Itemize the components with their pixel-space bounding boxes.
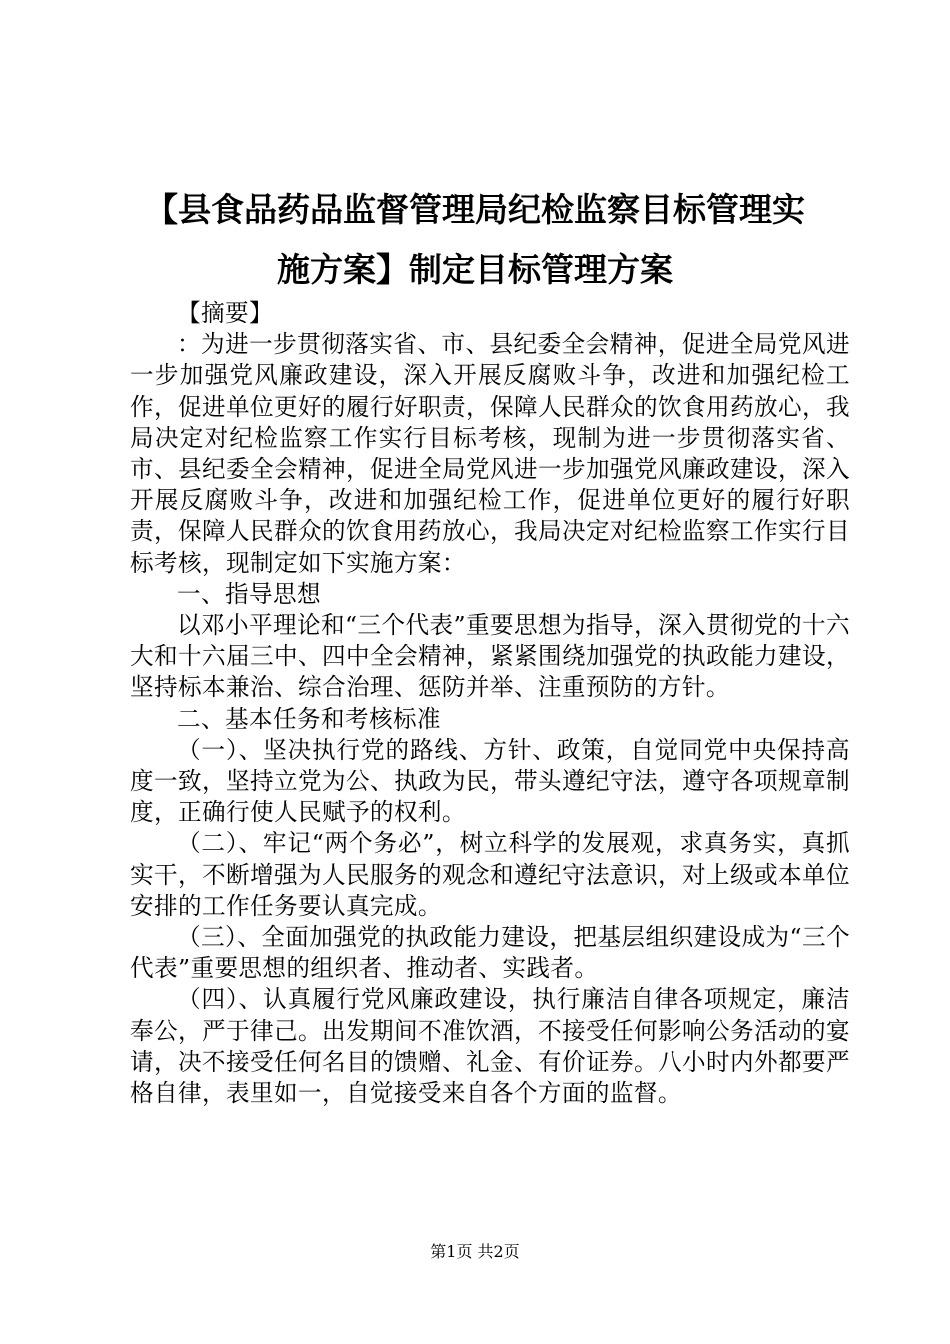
paragraph-task-4: （四）、认真履行党风廉政建设，执行廉洁自律各项规定，廉洁奉公，严于律己。出发期间不准饮酒，不接受任何影响公务活动的宴请，决不接受任何名目的馈赠、礼金、有价证券。八小时内外都要严格自律，表里如一，自觉接受来自各个方面的监督。 bbox=[130, 985, 850, 1108]
section-heading-basic-tasks: 二、基本任务和考核标准 bbox=[177, 704, 441, 733]
document-title-line-1: 【县食品药品监督管理局纪检监察目标管理实 bbox=[145, 190, 805, 229]
page-footer bbox=[0, 1242, 950, 1262]
paragraph-task-1: （一）、坚决执行党的路线、方针、政策，自觉同党中央保持高度一致，坚持立党为公、执政为民，带头遵纪守法，遵守各项规章制度，正确行使人民赋予的权利。 bbox=[130, 735, 850, 827]
abstract-label: 【摘要】 bbox=[177, 299, 273, 327]
page-number: 第1页 bbox=[430, 1242, 473, 1261]
paragraph-task-3: （三）、全面加强党的执政能力建设，把基层组织建设成为“三个代表”重要思想的组织者、推动者、实践者。 bbox=[130, 923, 850, 983]
abstract-paragraph: ：为进一步贯彻落实省、市、县纪委全会精神，促进全局党风进一步加强党风廉政建设，深入开展反腐败斗争，改进和加强纪检工作，促进单位更好的履行好职责，保障人民群众的饮食用药放心，我局决定对纪检监察工作实行目标考核，现制为进一步贯彻落实省、市、县纪委全会精神，促进全局党风进一步加强党风廉政建设，深入开展反腐败斗争，改进和加强纪检工作，促进单位更好的履行好职责，保障人民群众的饮食用药放心，我局决定对纪检监察工作实行目标考核，现制定如下实施方案： bbox=[130, 330, 850, 577]
total-pages: 共2页 bbox=[477, 1242, 520, 1261]
document-body bbox=[130, 298, 850, 1109]
paragraph-guiding-thought: 以邓小平理论和“三个代表”重要思想为指导，深入贯彻党的十六大和十六届三中、四中全会精神，紧紧围绕加强党的执政能力建设，坚持标本兼治、综合治理、惩防并举、注重预防的方针。 bbox=[130, 611, 850, 702]
section-heading-guiding-thought: 一、指导思想 bbox=[177, 579, 321, 608]
document-title-line-2: 施方案】制定目标管理方案 bbox=[277, 250, 673, 289]
paragraph-task-2: （二）、牢记“两个务必”，树立科学的发展观，求真务实，真抓实干，不断增强为人民服务的观念和遵纪守法意识，对上级或本单位安排的工作任务要认真完成。 bbox=[130, 829, 850, 920]
